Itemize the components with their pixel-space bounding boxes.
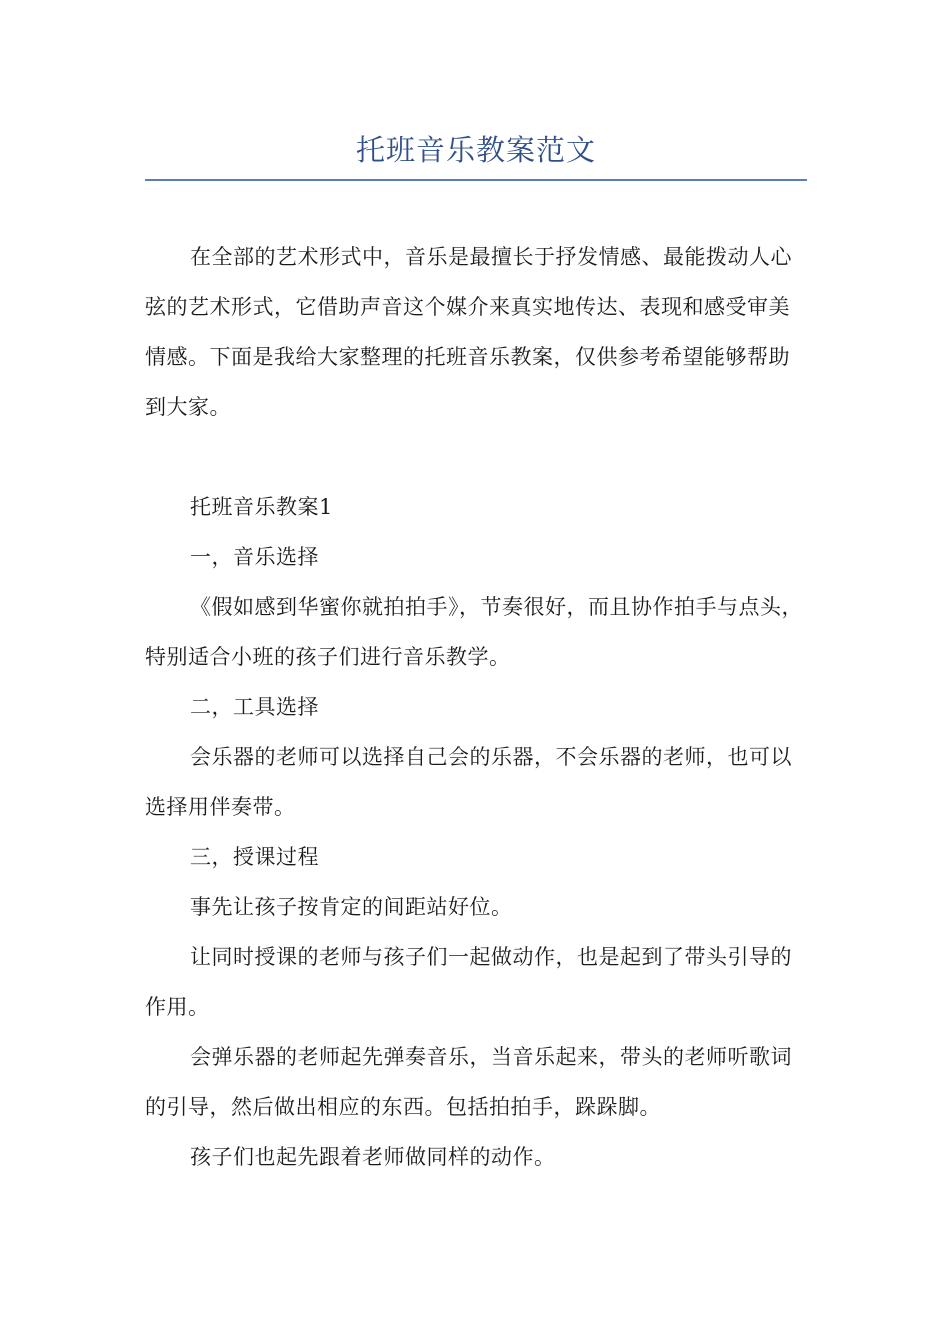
paragraph: 事先让孩子按肯定的间距站好位。 <box>190 895 513 919</box>
paragraph: 孩子们也起先跟着老师做同样的动作。 <box>190 1145 556 1169</box>
title-divider <box>145 179 807 181</box>
paragraph: 会弹乐器的老师起先弹奏音乐，当音乐起来，带头的老师听歌词的引导，然后做出相应的东西。包括拍拍手，跺跺脚。 <box>145 1045 792 1119</box>
paragraph: 让同时授课的老师与孩子们一起做动作，也是起到了带头引导的作用。 <box>145 945 792 1019</box>
section-heading-process: 三，授课过程 <box>190 845 319 869</box>
intro-block <box>145 232 807 432</box>
lesson-heading: 托班音乐教案1 <box>190 495 333 519</box>
lesson-section <box>145 482 807 1182</box>
section-heading-music: 一，音乐选择 <box>190 545 319 569</box>
document-title: 托班音乐教案范文 <box>355 133 596 167</box>
intro-paragraph: 在全部的艺术形式中，音乐是最擅长于抒发情感、最能拨动人心弦的艺术形式，它借助声音这个媒介来真实地传达、表现和感受审美情感。下面是我给大家整理的托班音乐教案，仅供参考希望能够帮助到大家。 <box>145 245 792 419</box>
paragraph: 《假如感到华蜜你就拍拍手》，节奏很好，而且协作拍手与点头，特别适合小班的孩子们进行音乐教学。 <box>145 595 803 669</box>
section-heading-tools: 二，工具选择 <box>190 695 319 719</box>
paragraph: 会乐器的老师可以选择自己会的乐器，不会乐器的老师，也可以选择用伴奏带。 <box>145 745 792 819</box>
